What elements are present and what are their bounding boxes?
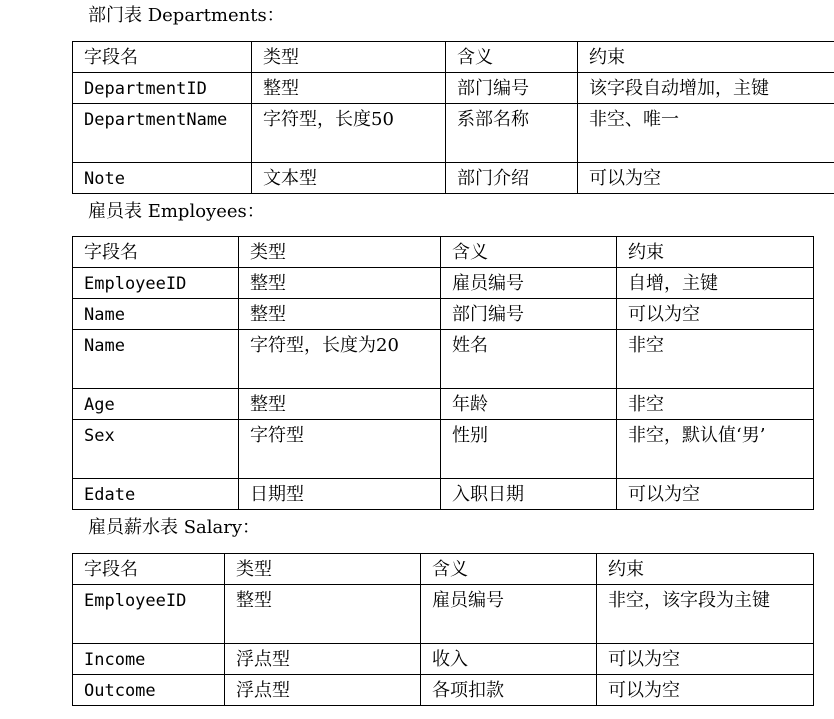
table-row bbox=[73, 268, 814, 299]
header-cell: 字段名 bbox=[73, 554, 225, 585]
table-cell: 可以为空 bbox=[617, 299, 814, 330]
table-cell: 非空 bbox=[617, 330, 814, 389]
table-row bbox=[73, 299, 814, 330]
header-cell: 类型 bbox=[225, 554, 421, 585]
table-cell: Name bbox=[73, 330, 239, 389]
header-cell: 字段名 bbox=[73, 237, 239, 268]
table-cell: 入职日期 bbox=[441, 479, 617, 510]
salary-caption: 雇员薪水表 Salary： bbox=[88, 517, 261, 538]
table-cell: 可以为空 bbox=[597, 675, 814, 706]
employees-table bbox=[72, 236, 814, 510]
table-cell: Outcome bbox=[73, 675, 225, 706]
header-cell: 类型 bbox=[239, 237, 441, 268]
table-cell: 非空、唯一 bbox=[578, 104, 834, 163]
departments-table bbox=[72, 41, 834, 194]
table-cell: 整型 bbox=[239, 389, 441, 420]
table-cell: 浮点型 bbox=[225, 675, 421, 706]
table-cell: 性别 bbox=[441, 420, 617, 479]
table-row bbox=[73, 163, 834, 194]
table-header-row bbox=[73, 42, 834, 73]
table-cell: EmployeeID bbox=[73, 585, 225, 644]
table-cell: 整型 bbox=[239, 268, 441, 299]
table-cell: 年龄 bbox=[441, 389, 617, 420]
table-cell: 整型 bbox=[225, 585, 421, 644]
table-cell: DepartmentName bbox=[73, 104, 252, 163]
table-cell: 字符型，长度为20 bbox=[239, 330, 441, 389]
table-cell: 非空，默认值‘男’ bbox=[617, 420, 814, 479]
table-cell: Name bbox=[73, 299, 239, 330]
table-cell: 字符型，长度50 bbox=[252, 104, 446, 163]
table-cell: 日期型 bbox=[239, 479, 441, 510]
table-cell: 字符型 bbox=[239, 420, 441, 479]
table-cell: 非空，该字段为主键 bbox=[597, 585, 814, 644]
table-cell: 雇员编号 bbox=[421, 585, 597, 644]
table-cell: 各项扣款 bbox=[421, 675, 597, 706]
table-cell: 自增，主键 bbox=[617, 268, 814, 299]
table-cell: 雇员编号 bbox=[441, 268, 617, 299]
table-cell: 部门编号 bbox=[446, 73, 578, 104]
table-cell: 可以为空 bbox=[578, 163, 834, 194]
table-cell: EmployeeID bbox=[73, 268, 239, 299]
header-cell: 约束 bbox=[617, 237, 814, 268]
header-cell: 含义 bbox=[446, 42, 578, 73]
table-cell: 收入 bbox=[421, 644, 597, 675]
table-header-row bbox=[73, 554, 814, 585]
salary-table bbox=[72, 553, 814, 706]
table-cell: 文本型 bbox=[252, 163, 446, 194]
table-cell: 系部名称 bbox=[446, 104, 578, 163]
table-cell: 该字段自动增加，主键 bbox=[578, 73, 834, 104]
table-cell: Sex bbox=[73, 420, 239, 479]
table-row bbox=[73, 675, 814, 706]
table-cell: 浮点型 bbox=[225, 644, 421, 675]
table-cell: DepartmentID bbox=[73, 73, 252, 104]
table-row bbox=[73, 420, 814, 479]
table-header-row bbox=[73, 237, 814, 268]
header-cell: 类型 bbox=[252, 42, 446, 73]
table-cell: 非空 bbox=[617, 389, 814, 420]
table-cell: Edate bbox=[73, 479, 239, 510]
table-cell: 整型 bbox=[239, 299, 441, 330]
header-cell: 含义 bbox=[441, 237, 617, 268]
header-cell: 字段名 bbox=[73, 42, 252, 73]
table-cell: 姓名 bbox=[441, 330, 617, 389]
table-cell: 可以为空 bbox=[617, 479, 814, 510]
table-cell: 部门介绍 bbox=[446, 163, 578, 194]
table-cell: 部门编号 bbox=[441, 299, 617, 330]
table-row bbox=[73, 330, 814, 389]
table-row bbox=[73, 73, 834, 104]
table-cell: Income bbox=[73, 644, 225, 675]
table-row bbox=[73, 104, 834, 163]
departments-caption: 部门表 Departments： bbox=[88, 5, 285, 26]
table-cell: Age bbox=[73, 389, 239, 420]
table-row bbox=[73, 644, 814, 675]
header-cell: 含义 bbox=[421, 554, 597, 585]
table-row bbox=[73, 479, 814, 510]
header-cell: 约束 bbox=[578, 42, 834, 73]
employees-caption: 雇员表 Employees： bbox=[88, 201, 265, 222]
table-row bbox=[73, 389, 814, 420]
table-cell: 可以为空 bbox=[597, 644, 814, 675]
table-row bbox=[73, 585, 814, 644]
table-cell: 整型 bbox=[252, 73, 446, 104]
header-cell: 约束 bbox=[597, 554, 814, 585]
table-cell: Note bbox=[73, 163, 252, 194]
